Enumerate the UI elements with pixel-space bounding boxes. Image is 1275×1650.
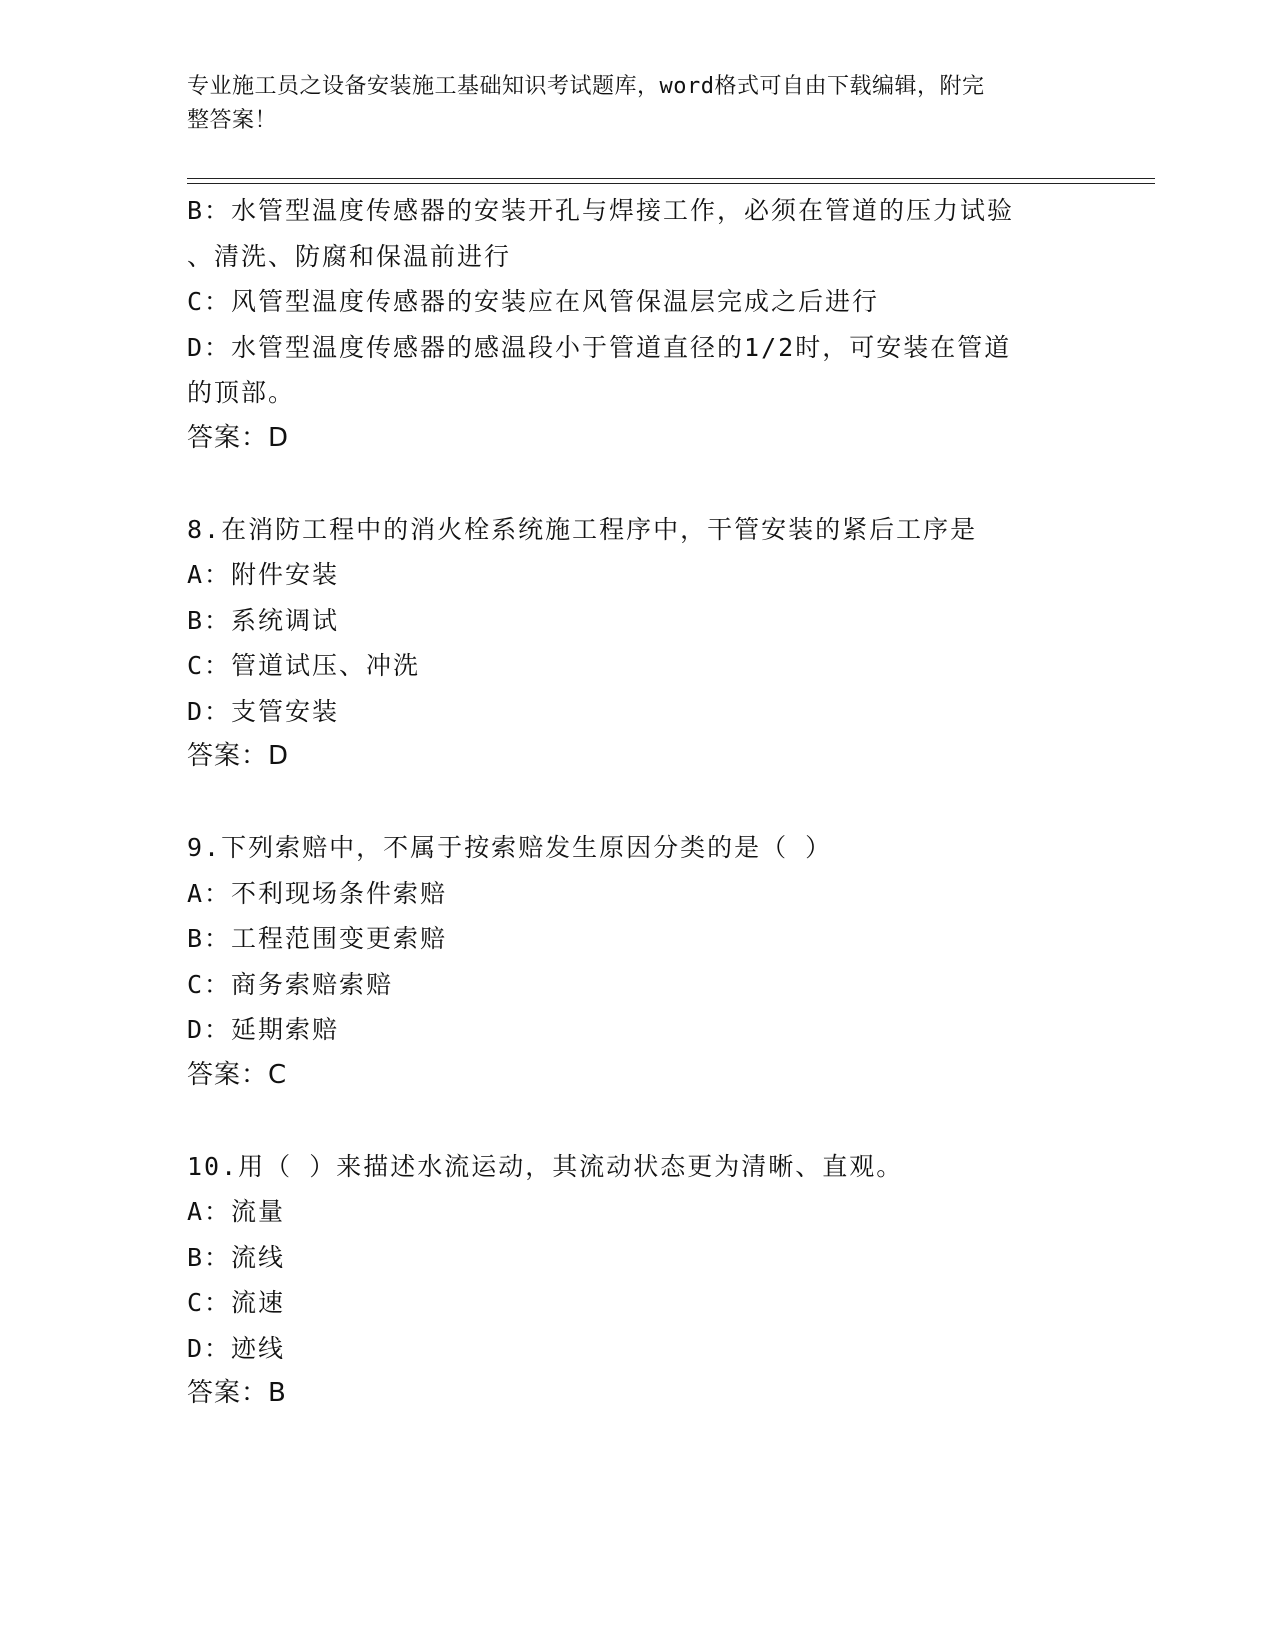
q7-option-d-line-2: 的顶部。 (187, 378, 296, 407)
question-9 (187, 825, 1087, 1098)
q8-option-c: C：管道试压、冲洗 (187, 651, 421, 680)
q8-option-d: D：支管安装 (187, 696, 340, 726)
header-line-1: 专业施工员之设备安装施工基础知识考试题库，word格式可自由下载编辑，附完 (187, 74, 985, 99)
q10-option-c: C：流速 (187, 1288, 286, 1317)
q8-answer: 答案：D (187, 741, 290, 771)
q7-option-d-line-1: D：水管型温度传感器的感温段小于管道直径的1/2时，可安装在管道 (187, 332, 1012, 362)
q8-option-b: B：系统调试 (187, 605, 340, 635)
q9-question: 9.下列索赔中，不属于按索赔发生原因分类的是（ ） (187, 833, 833, 862)
header-divider-bottom (187, 183, 1155, 184)
header-divider-top (187, 178, 1155, 179)
q9-option-a: A：不利现场条件索赔 (187, 878, 448, 908)
spacer (187, 780, 1087, 826)
q8-question: 8.在消防工程中的消火栓系统施工程序中，干管安装的紧后工序是 (187, 514, 978, 544)
question-8 (187, 507, 1087, 780)
question-list (187, 188, 1087, 1417)
q9-option-c: C：商务索赔索赔 (187, 969, 394, 999)
q10-option-b: B：流线 (187, 1242, 286, 1272)
q9-option-d: D：延期索赔 (187, 1015, 340, 1044)
q9-option-b: B：工程范围变更索赔 (187, 924, 448, 953)
q10-option-d: D：迹线 (187, 1333, 286, 1363)
q7-option-b-line-1: B：水管型温度传感器的安装开孔与焊接工作，必须在管道的压力试验 (187, 196, 1015, 225)
q7-option-c: C：风管型温度传感器的安装应在风管保温层完成之后进行 (187, 287, 880, 316)
q8-option-a: A：附件安装 (187, 560, 340, 589)
question-10 (187, 1144, 1087, 1417)
question-7-continuation (187, 188, 1087, 461)
spacer (187, 461, 1087, 507)
q9-answer: 答案：C (187, 1059, 288, 1090)
q10-answer: 答案：B (187, 1378, 287, 1408)
q7-answer: 答案：D (187, 422, 290, 453)
header-line-2: 整答案！ (187, 108, 278, 133)
q7-option-b-line-2: 、清洗、防腐和保温前进行 (187, 241, 512, 271)
document-header (187, 70, 1067, 138)
q10-question: 10.用（ ）来描述水流运动，其流动状态更为清晰、直观。 (187, 1151, 904, 1181)
spacer (187, 1098, 1087, 1144)
q10-option-a: A：流量 (187, 1197, 286, 1226)
